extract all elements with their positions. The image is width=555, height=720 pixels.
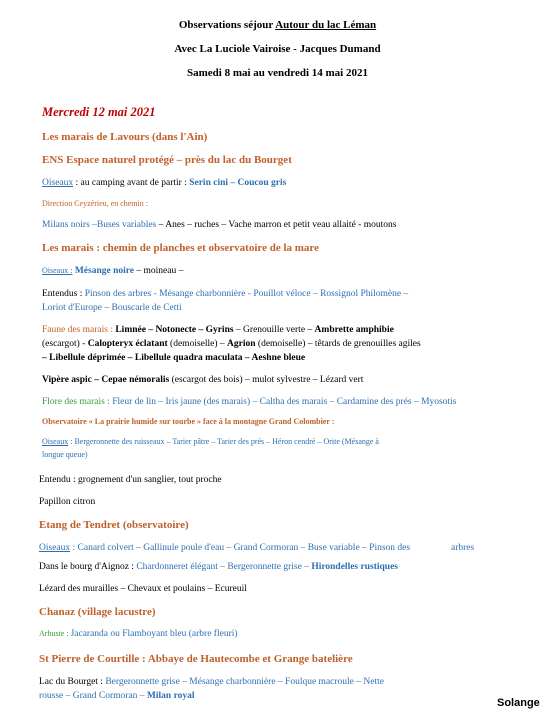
species: : Bergeronnette des ruisseaux – Tarier pâtre – Tarier des prés – Héron cendré – Orite (Mésange à <box>68 437 379 446</box>
species: Hirondelles rustiques <box>311 562 398 572</box>
section-hautecombe: St Pierre de Courtille : Abbaye de Hautecombe et Grange batelière <box>39 653 353 665</box>
species: Pinson des arbres - Mésange charbonnière - Pouillot véloce – Rossignol Philomène – <box>84 289 409 299</box>
para-aignoz <box>39 562 398 572</box>
day-title: Mercredi 12 mai 2021 <box>42 105 156 119</box>
para-oiseaux-prairie <box>42 437 379 446</box>
species: Calopteryx éclatant <box>87 339 168 349</box>
species: Milan royal <box>146 691 195 701</box>
para-oiseaux-tendret <box>39 543 410 553</box>
header-line-3: Samedi 8 mai au vendredi 14 mai 2021 <box>186 67 368 79</box>
text: Arbuste : <box>39 629 71 638</box>
section-marais: Les marais : chemin de planches et observatoire de la mare <box>42 242 319 254</box>
species: Vipère aspic – Cepae némoralis <box>42 375 170 385</box>
para-flore <box>42 397 456 407</box>
text: : au camping avant de partir : <box>73 178 190 188</box>
text: (demoiselle) – têtards de grenouilles agiles <box>255 339 421 349</box>
para-vipere <box>42 375 363 385</box>
text: (escargot) - <box>42 339 88 349</box>
signature: Solange <box>497 697 540 709</box>
para-oiseaux-tendret-2: arbres <box>451 543 475 553</box>
species: Mésange noire <box>72 266 135 276</box>
text: Lac du Bourget : <box>39 677 106 687</box>
para-lac-bourget <box>39 677 384 687</box>
species: Fleur de lin – Iris jaune (des marais) – Caltha des marais – Cardamine des prés – Myosotis <box>112 397 457 407</box>
para-papillon: Papillon citron <box>39 497 96 507</box>
text: Dans le bourg d'Aignoz : <box>39 562 137 572</box>
text: Flore des marais : <box>42 397 113 407</box>
species: Bergeronnette grise – Mésange charbonnière – Foulque macroule – Nette <box>105 677 384 687</box>
species: : Canard colvert – Gallinule poule d'eau – Grand Cormoran – Buse variable – Pinson des <box>70 543 411 553</box>
label-oiseaux: Oiseaux <box>42 178 74 188</box>
section-ens: ENS Espace naturel protégé – près du lac du Bourget <box>42 154 292 166</box>
label-oiseaux: Oiseaux <box>42 437 69 446</box>
para-direction: Direction Ceyzérieu, en chemin : <box>42 199 148 208</box>
section-chanaz: Chanaz (village lacustre) <box>39 606 156 618</box>
para-faune-3: – Libellule déprimée – Libellule quadra maculata – Aeshne bleue <box>42 353 306 363</box>
para-lac-bourget-2 <box>39 691 195 701</box>
header-text: Observations séjour <box>178 19 276 31</box>
header-line-1 <box>0 19 555 31</box>
section-tendret: Etang de Tendret (observatoire) <box>39 519 189 531</box>
para-oiseaux-marais <box>42 266 183 276</box>
text: (demoiselle) – <box>167 339 228 349</box>
para-oiseaux-prairie-2: longue queue) <box>42 450 88 459</box>
text: – Grenouille verte – <box>233 325 315 335</box>
text: Faune des marais : <box>42 325 116 335</box>
header-line-2: Avec La Luciole Vairoise - Jacques Dumand <box>174 43 381 55</box>
text: – Anes – ruches – Vache marron et petit veau allaité - moutons <box>156 220 397 230</box>
text: (escargot des bois) – mulot sylvestre – Lézard vert <box>169 375 364 385</box>
header-underlined: Autour du lac Léman <box>275 19 377 31</box>
text: Entendus : <box>42 289 85 299</box>
para-faune-2 <box>42 339 421 349</box>
species: Serin cini – Coucou gris <box>189 178 287 188</box>
species: Jacaranda ou Flamboyant bleu (arbre fleuri) <box>70 629 238 639</box>
para-observatoire: Observatoire « La prairie humide sur tourbe » face à la montagne Grand Colombier : <box>42 417 335 426</box>
para-faune-1 <box>42 325 394 335</box>
species: Limnée – Notonecte – Gyrins <box>115 325 234 335</box>
species: rousse – Grand Cormoran – <box>39 691 147 701</box>
para-arbuste <box>39 629 238 639</box>
label-oiseaux: Oiseaux : <box>42 266 73 275</box>
para-entendus-2: Loriot d'Europe – Bouscarle de Cetti <box>42 303 182 313</box>
para-lezard: Lézard des murailles – Chevaux et poulains – Ecureuil <box>39 584 247 594</box>
species: Agrion <box>227 339 256 349</box>
label-oiseaux: Oiseaux <box>39 543 71 553</box>
para-camping <box>42 178 286 188</box>
section-lavours: Les marais de Lavours (dans l'Ain) <box>42 131 208 143</box>
text: – moineau – <box>134 266 184 276</box>
para-sanglier: Entendu : grognement d'un sanglier, tout proche <box>39 475 222 485</box>
species: Ambrette amphibie <box>314 325 394 335</box>
species: Chardonneret élégant – Bergeronnette grise – <box>136 562 312 572</box>
para-milans <box>42 220 396 230</box>
para-entendus <box>42 289 408 299</box>
species: Milans noirs –Buses variables <box>42 220 157 230</box>
